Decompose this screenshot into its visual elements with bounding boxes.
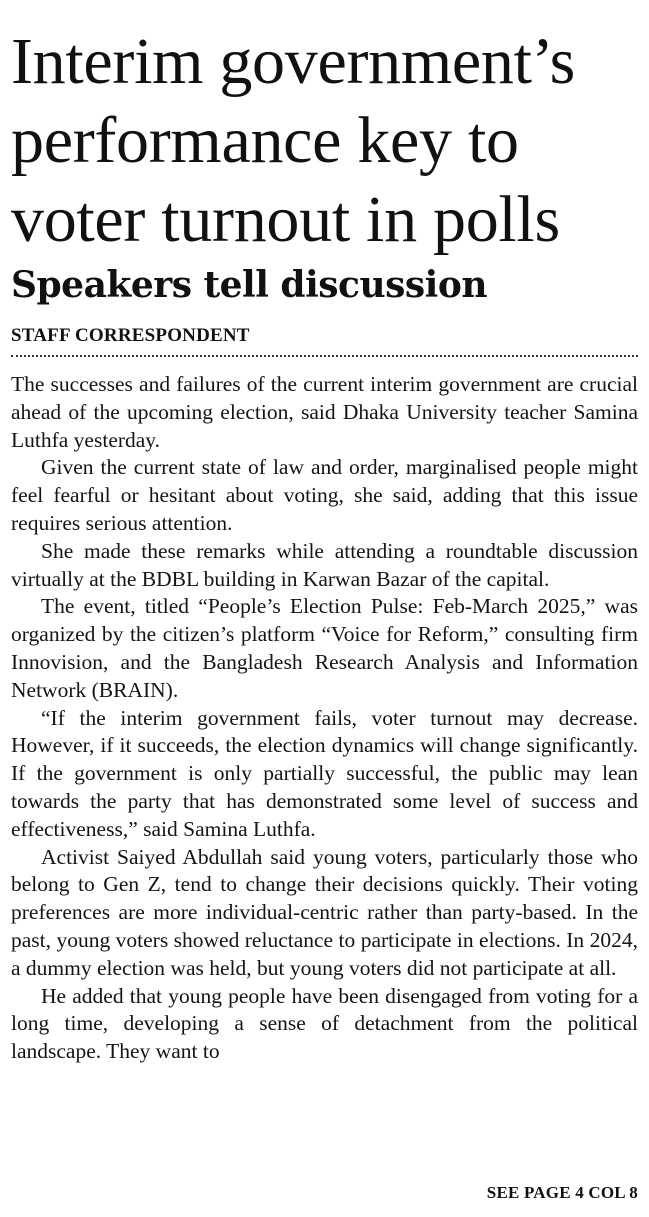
- paragraph-5: “If the interim government fails, voter turnout may decrease. However, if it succeeds, the election dynamics will change significantly. If the government is only partially successful, the public may lean towards the party that has demonstrated some level of success and effectiveness,” said Samina Luthfa.: [11, 705, 638, 841]
- headline: Interim government’s performance key to voter turnout in polls: [11, 25, 576, 256]
- paragraph-4: The event, titled “People’s Election Pulse: Feb-March 2025,” was organized by the citizen’s platform “Voice for Reform,” consulting firm Innovision, and the Bangladesh Research Analysis and Information Network (BRAIN).: [11, 594, 638, 702]
- subheadline: Speakers tell discussion: [11, 264, 488, 306]
- paragraph-2: Given the current state of law and order, marginalised people might feel fearful or hesitant about voting, she said, adding that this issue requires serious attention.: [11, 455, 638, 535]
- paragraph-6: Activist Saiyed Abdullah said young voters, particularly those who belong to Gen Z, tend to change their decisions quickly. Their voting preferences are more individual-centric rather than party-based. In the past, young voters showed reluctance to participate in elections. In 2024, a dummy election was held, but young voters did not participate at all.: [11, 844, 638, 980]
- paragraph-1: The successes and failures of the current interim government are crucial ahead of the upcoming election, said Dhaka University teacher Samina Luthfa yesterday.: [11, 372, 638, 452]
- paragraph-3: She made these remarks while attending a roundtable discussion virtually at the BDBL building in Karwan Bazar of the capital.: [11, 538, 638, 591]
- paragraph-7: He added that young people have been disengaged from voting for a long time, developing a sense of detachment from the political landscape. They want to: [11, 983, 638, 1064]
- news-article: [11, 0, 638, 1066]
- article-body: [11, 371, 638, 1066]
- dotted-divider: [11, 355, 638, 357]
- byline: STAFF CORRESPONDENT: [11, 325, 250, 346]
- continuation-jump-line: SEE PAGE 4 COL 8: [486, 1183, 638, 1202]
